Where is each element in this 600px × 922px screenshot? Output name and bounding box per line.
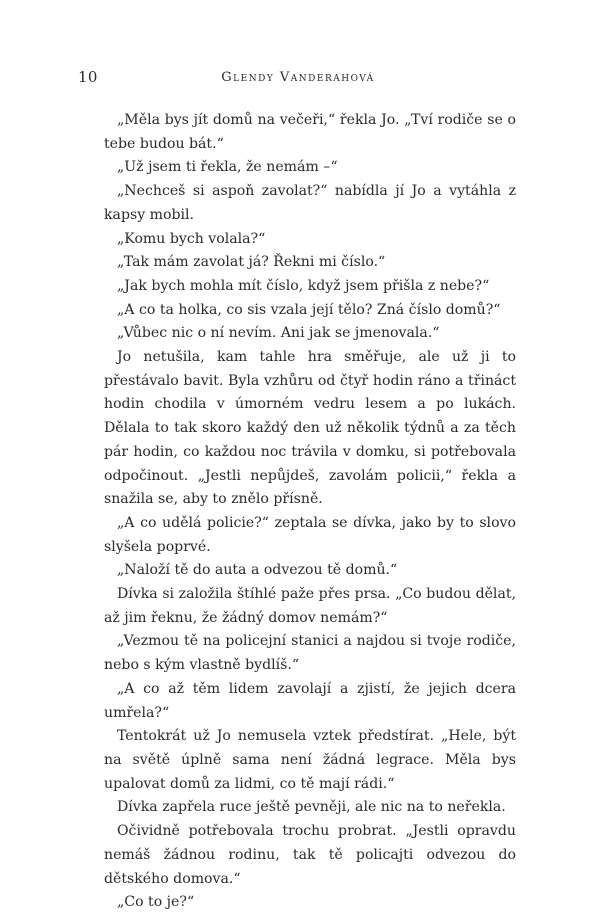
paragraph: „Vezmou tě na policejní stanici a najdou si tvoje rodiče, nebo s kým vlastně bydlíš.“ <box>104 633 516 674</box>
paragraph: Očividně potřebovala trochu probrat. „Jestli opravdu nemáš žádnou rodinu, tak tě policajti odvezou do dětského domova.“ <box>104 823 516 887</box>
page-number: 10 <box>78 68 98 86</box>
paragraph: Jo netušila, kam tahle hra směřuje, ale už ji to přestávalo bavit. Byla vzhůru od čtyř hodin ráno a třináct hodin chodila v úmorném vedru lesem a po lukách. Dělala to tak skoro každý den už několik týdnů a za těch pár hodin, co každou noc trávila v domku, si potřebovala odpočinout. „Jestli nepůjdeš, zavolám policii,“ řekla a snažila se, aby to znělo přísně. <box>104 349 516 508</box>
paragraph: „Už jsem ti řekla, že nemám –“ <box>117 159 338 176</box>
paragraph: „Vůbec nic o ní nevím. Ani jak se jmenovala.“ <box>117 325 440 342</box>
body-text <box>104 109 516 915</box>
paragraph: „Jak bych mohla mít číslo, když jsem přišla z nebe?“ <box>117 277 490 294</box>
paragraph: „Měla bys jít domů na večeři,“ řekla Jo. „Tví rodiče se o tebe budou bát.“ <box>104 112 516 152</box>
running-head: Glendy Vanderahová <box>221 70 375 85</box>
paragraph: Dívka si založila štíhlé paže přes prsa. „Co budou dělat, až jim řeknu, že žádný domov nemám?“ <box>104 586 516 626</box>
paragraph: „Tak mám zavolat já? Řekni mi číslo.“ <box>117 254 386 271</box>
paragraph: „Nechceš si aspoň zavolat?“ nabídla jí Jo a vytáhla z kapsy mobil. <box>104 183 516 223</box>
paragraph: „Naloží tě do auta a odvezou tě domů.“ <box>117 562 398 579</box>
paragraph: „A co ta holka, co sis vzala její tělo? Zná číslo domů?“ <box>117 301 501 318</box>
page-header <box>78 68 518 90</box>
paragraph: „Komu bych volala?“ <box>117 230 266 247</box>
paragraph: „Co to je?“ <box>117 894 195 911</box>
paragraph: Dívka zapřela ruce ještě pevněji, ale nic na to neřekla. <box>117 799 506 816</box>
paragraph: Tentokrát už Jo nemusela vztek předstírat. „Hele, být na světě úplně sama není žádná legrace. Měla bys upalovat domů za lidmi, co tě mají rádi.“ <box>104 728 516 792</box>
paragraph: „A co až těm lidem zavolají a zjistí, že jejich dcera umřela?“ <box>104 680 516 721</box>
paragraph: „A co udělá policie?“ zeptala se dívka, jako by to slovo slyšela poprvé. <box>104 514 516 555</box>
